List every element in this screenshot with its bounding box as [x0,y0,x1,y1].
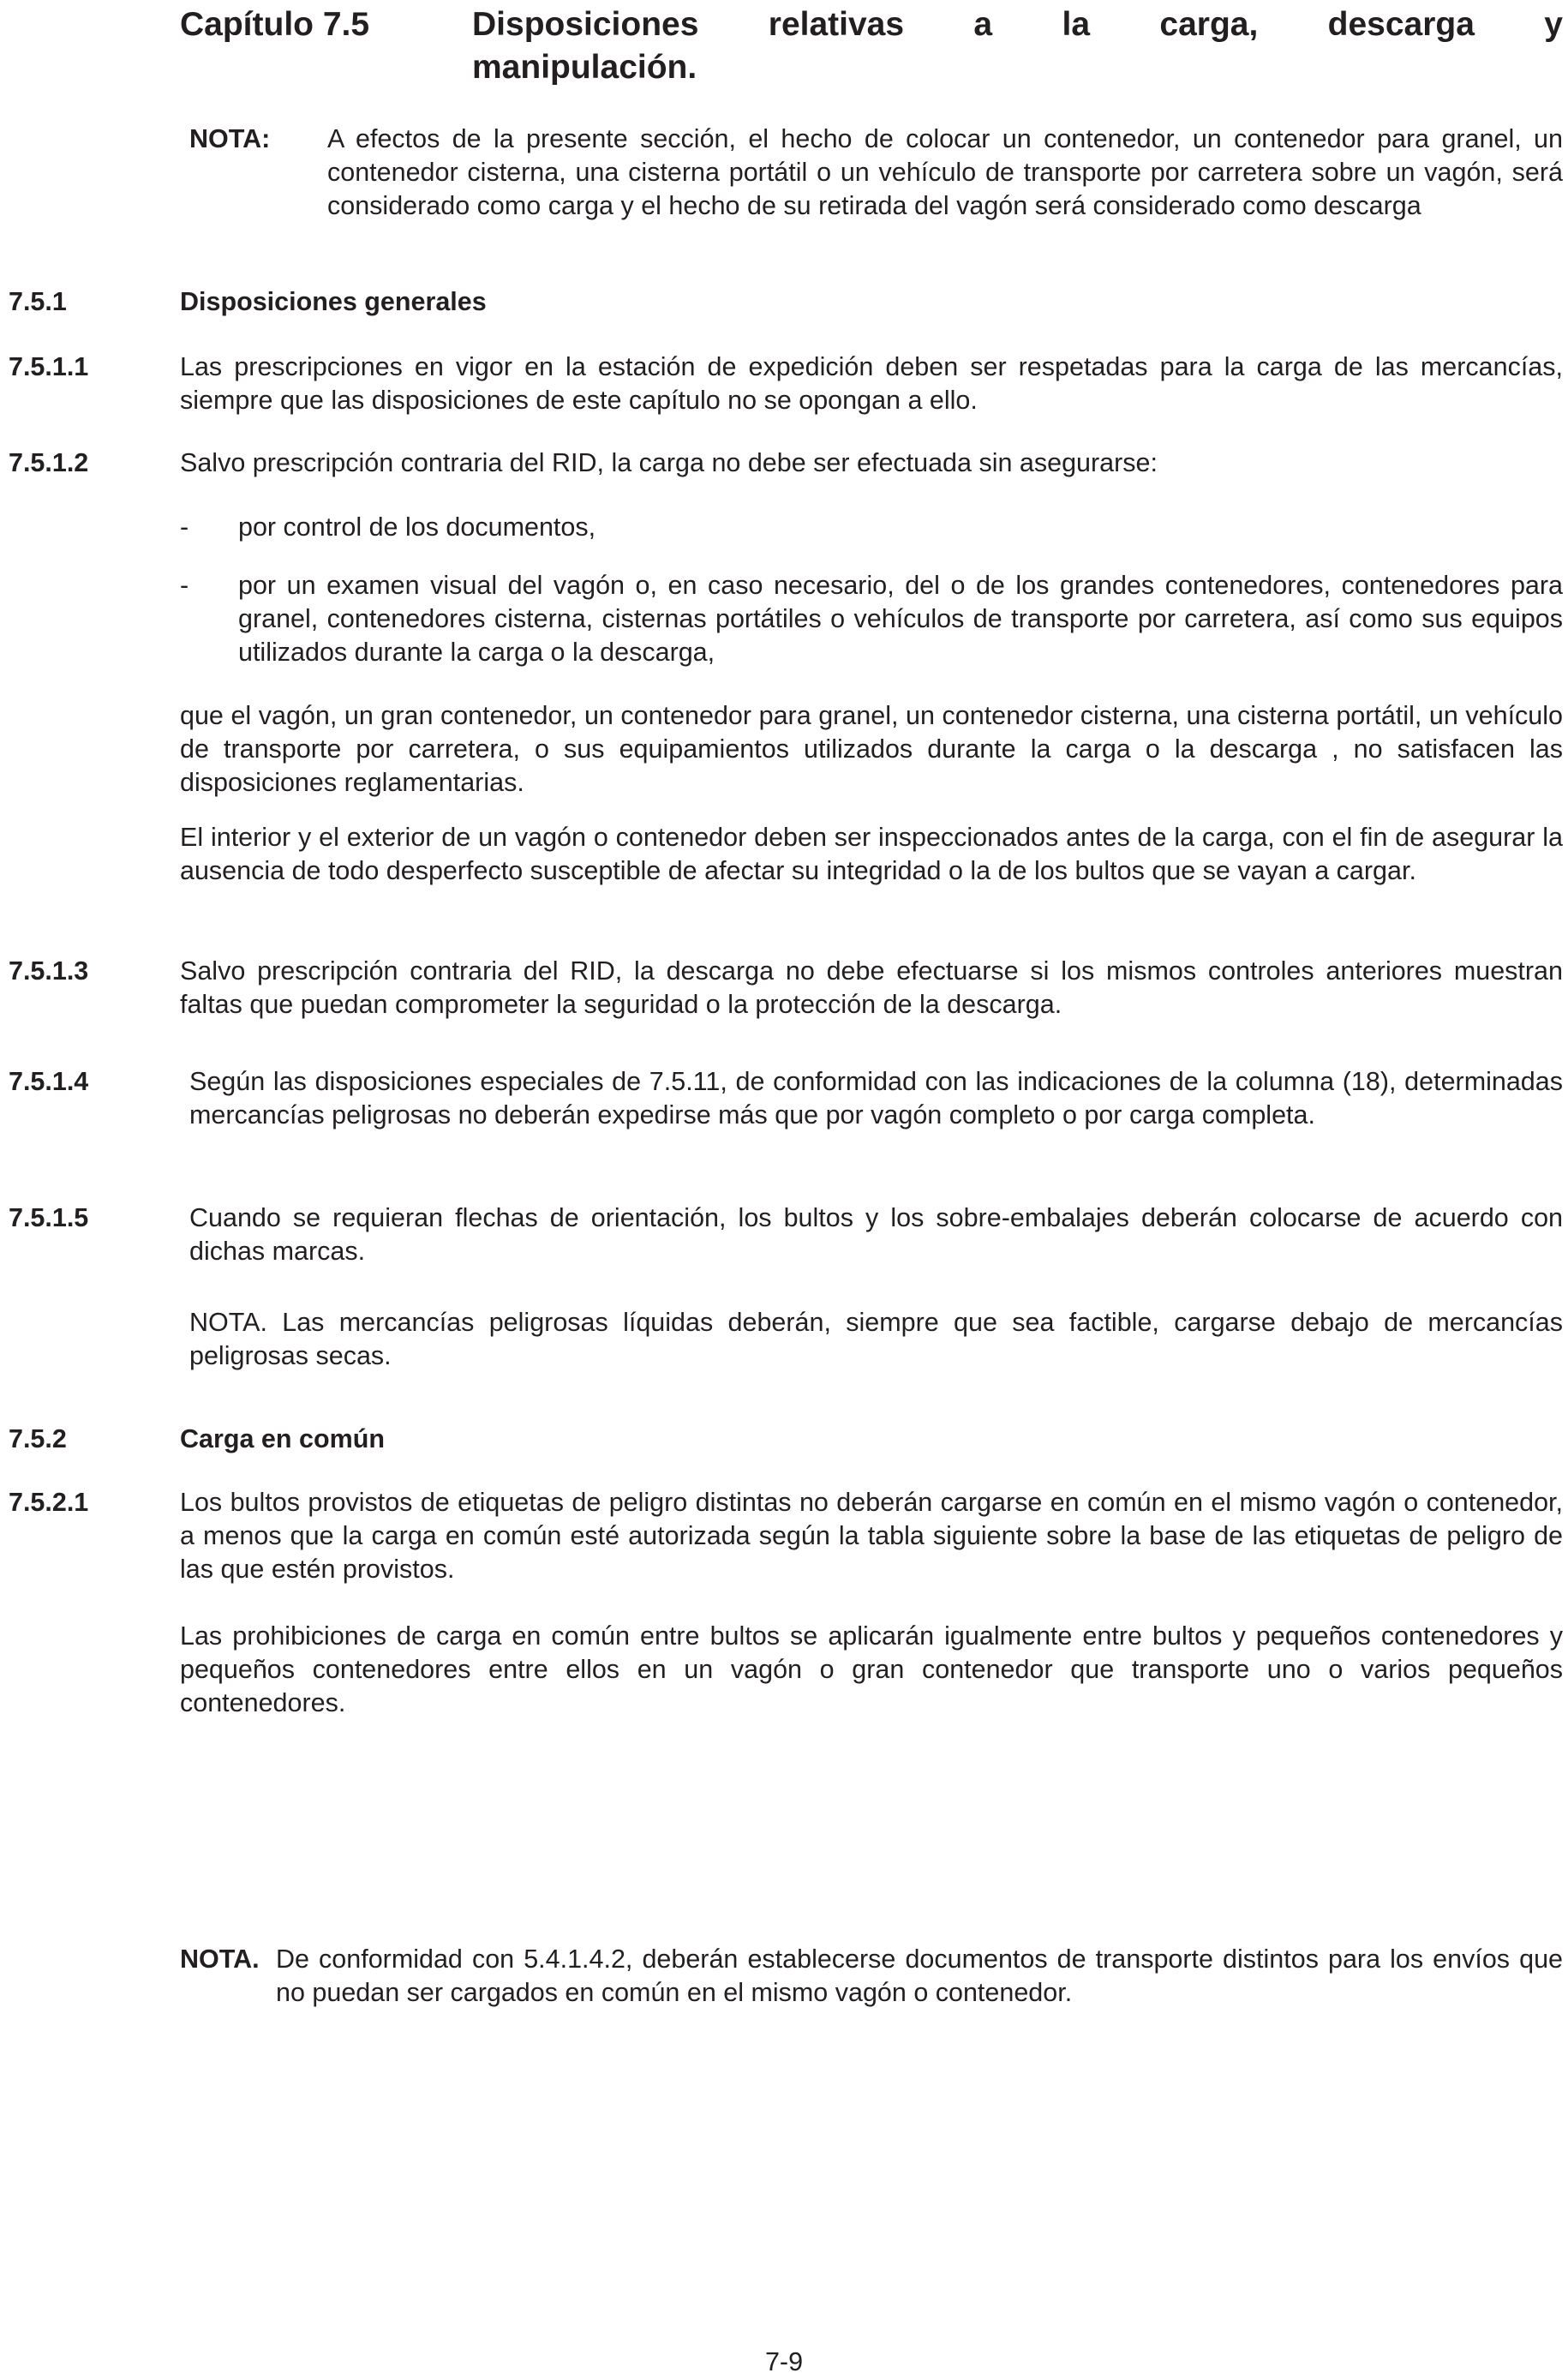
chapter-label: Capítulo 7.5 [180,6,370,43]
chapter-title-line1: Disposiciones relativas a la carga, descarga y [472,6,1563,43]
list-item: por un examen visual del vagón o, en caso necesario, del o de los grandes contenedores, contenedores para granel, contenedores cisterna, cisternas portátiles o vehículos de transporte por carretera, así como sus equipos utilizados durante la carga o la descarga, [238,571,1563,667]
paragraph-note: NOTA. Las mercancías peligrosas líquidas deberán, siempre que sea factible, cargarse debajo de mercancías peligrosas secas. [189,1308,1563,1370]
chapter-title [472,3,1563,89]
list-item: por control de los documentos, [238,512,596,542]
paragraph-text: Según las disposiciones especiales de 7.5.11, de conformidad con las indicaciones de la columna (18), determinadas mercancías peligrosas no deberán expedirse más que por vagón completo o por carga completa. [189,1067,1563,1130]
paragraph-text: que el vagón, un gran contenedor, un contenedor para granel, un contenedor cisterna, una cisterna portátil, un vehículo de transporte por carretera, o sus equipamientos utilizados durante la carga o la descarga , no satisfacen las disposiciones reglamentarias. [180,701,1563,797]
page-number: 7-9 [764,2347,804,2376]
section-number: 7.5.1 [9,287,67,316]
paragraph-number: 7.5.1.2 [9,448,89,477]
paragraph-text: El interior y el exterior de un vagón o contenedor deben ser inspeccionados antes de la carga, con el fin de asegurar la ausencia de todo desperfecto susceptible de afectar su integridad o la de los bultos que se vayan a cargar. [180,823,1563,885]
intro-note-label: NOTA: [189,124,271,153]
intro-note-text: A efectos de la presente sección, el hecho de colocar un contenedor, un contenedor para granel, un contenedor cisterna, una cisterna portátil o un vehículo de transporte por carretera sobre un vagón, será considerado como carga y el hecho de su retirada del vagón será considerado como descarga [327,124,1563,220]
paragraph-number: 7.5.1.1 [9,352,89,381]
paragraph-number: 7.5.2.1 [9,1488,89,1517]
paragraph-text: Salvo prescripción contraria del RID, la descarga no debe efectuarse si los mismos controles anteriores muestran faltas que puedan comprometer la seguridad o la protección de la descarga. [180,956,1563,1019]
paragraph-text: Las prohibiciones de carga en común entre bultos se aplicarán igualmente entre bultos y pequeños contenedores y pequeños contenedores entre ellos en un vagón o gran contenedor que transporte uno o varios pequeños contenedores. [180,1621,1563,1717]
list-bullet: - [180,512,189,542]
paragraph-text: Cuando se requieran flechas de orientación, los bultos y los sobre-embalajes deberán colocarse de acuerdo con dichas marcas. [189,1203,1563,1266]
paragraph-text: Los bultos provistos de etiquetas de peligro distintas no deberán cargarse en común en el mismo vagón o contenedor, a menos que la carga en común esté autorizada según la tabla siguiente sobre la base de las etiquetas de peligro de las que estén provistos. [180,1488,1563,1584]
chapter-title-line2: manipulación. [472,49,697,86]
section-title: Disposiciones generales [180,287,487,316]
paragraph-text: Las prescripciones en vigor en la estación de expedición deben ser respetadas para la carga de las mercancías, siempre que las disposiciones de este capítulo no se opongan a ello. [180,352,1563,415]
list-bullet: - [180,571,189,600]
paragraph-number: 7.5.1.5 [9,1203,89,1232]
paragraph-number: 7.5.1.4 [9,1067,89,1096]
paragraph-number: 7.5.1.3 [9,956,89,986]
section-title: Carga en común [180,1424,385,1453]
paragraph-text: Salvo prescripción contraria del RID, la carga no debe ser efectuada sin asegurarse: [180,448,1158,477]
section-number: 7.5.2 [9,1424,67,1453]
paragraph-note-text: De conformidad con 5.4.1.4.2, deberán establecerse documentos de transporte distintos para los envíos que no puedan ser cargados en común en el mismo vagón o contenedor. [276,1945,1563,2007]
paragraph-note-label: NOTA. [180,1945,260,1974]
